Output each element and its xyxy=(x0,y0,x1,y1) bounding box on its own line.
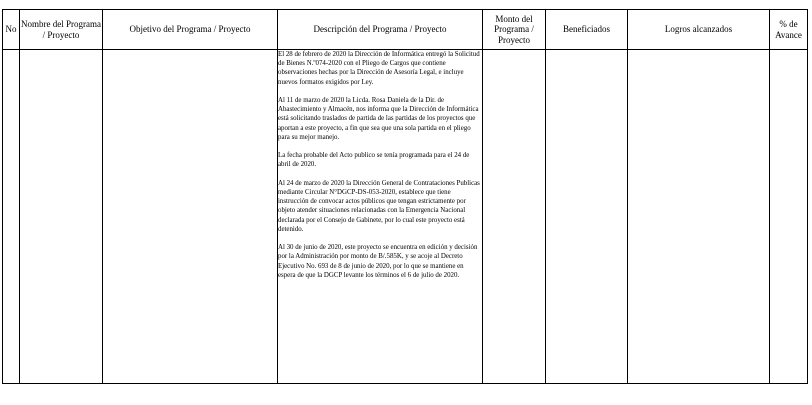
descripcion-paragraph: Al 11 de marzo de 2020 la Licda. Rosa Daniela de la Dir. de Abastecimiento y Almacén, nos informa que la Dirección de Informática está solicitando traslados de partida de las partidas de los proyectos que aportan a este proyecto, a fin que sea que una sola partida en el pliego para su mejor manejo. xyxy=(278,97,479,141)
cell-no xyxy=(3,50,20,384)
program-table xyxy=(2,9,808,384)
header-logros: Logros alcanzados xyxy=(628,10,770,50)
header-objetivo: Objetivo del Programa / Proyecto xyxy=(103,10,278,50)
header-descripcion: Descripción del Programa / Proyecto xyxy=(278,10,483,50)
table-row xyxy=(3,50,808,384)
header-row xyxy=(3,10,808,50)
header-avance: % de Avance xyxy=(770,10,808,50)
header-monto: Monto del Programa / Proyecto xyxy=(483,10,546,50)
descripcion-paragraph: El 28 de febrero de 2020 la Dirección de Informática entregó la Solicitud de Bienes N.º074-2020 con el Pliego de Cargos que contiene observaciones hechas por la Dirección de Asesoría Legal, e incluye nuevos formatos exigidos por Ley. xyxy=(278,51,480,86)
cell-avance xyxy=(770,50,808,384)
descripcion-paragraph: La fecha probable del Acto publico se tenía programada para el 24 de abril de 2020. xyxy=(278,152,470,169)
cell-objetivo xyxy=(103,50,278,384)
header-beneficiados: Beneficiados xyxy=(546,10,628,50)
cell-logros xyxy=(628,50,770,384)
cell-beneficiados xyxy=(546,50,628,384)
cell-nombre xyxy=(20,50,103,384)
descripcion-paragraph: Al 30 de junio de 2020, este proyecto se encuentra en edición y decisión por la Administración por monto de B/.585K, y se acoje al Decreto Ejecutivo No. 693 de 8 de junio de 2020, por lo que se mantiene en espera de que la DGCP levante los términos el 6 de julio de 2020. xyxy=(278,244,478,279)
cell-monto xyxy=(483,50,546,384)
cell-descripcion xyxy=(278,50,483,384)
header-nombre: Nombre del Programa / Proyecto xyxy=(20,10,103,50)
descripcion-paragraph: Al 24 de marzo de 2020 la Dirección General de Contrataciones Publicas mediante Circular N°DGCP-DS-053-2020, establece que tiene instrucción de convocar actos públicos que tengan estrictamente por objeto atender situaciones relacionadas con la Emergencia Nacional declarada por el Consejo de Gabinete, por lo cual este proyecto está detenido. xyxy=(278,179,480,233)
header-no: No xyxy=(3,10,20,50)
